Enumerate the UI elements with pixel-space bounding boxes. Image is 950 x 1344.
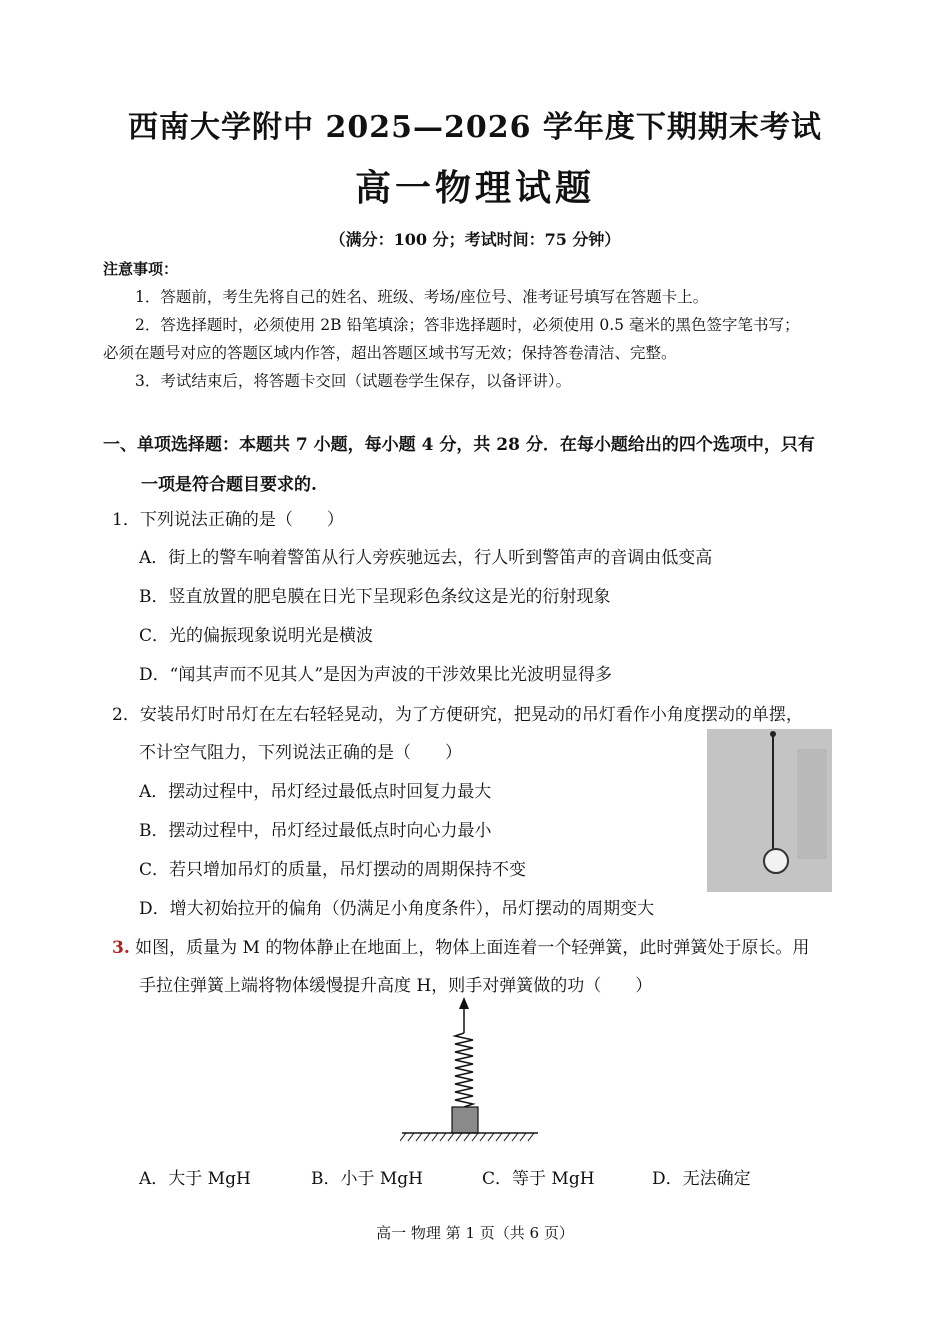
- question-1-option-b: B．竖直放置的肥皂膜在日光下呈现彩色条纹这是光的衍射现象: [139, 587, 611, 607]
- school-title: 西南大学附中 2025—2026 学年度下期期末考试: [128, 110, 822, 145]
- question-1-option-a: A．街上的警车响着警笛从行人旁疾驰远去，行人听到警笛声的音调由低变高: [139, 548, 713, 568]
- question-2-option-a: A．摆动过程中，吊灯经过最低点时回复力最大: [139, 782, 492, 802]
- question-3-stem-text: 如图，质量为 M 的物体静止在地面上，物体上面连着一个轻弹簧，此时弹簧处于原长。用: [135, 938, 810, 958]
- question-1-stem: 1．下列说法正确的是（ ）: [112, 510, 344, 530]
- question-2-option-b: B．摆动过程中，吊灯经过最低点时向心力最小: [139, 821, 492, 841]
- question-3-option-d: D．无法确定: [652, 1169, 751, 1189]
- question-3-option-b: B．小于 MgH: [311, 1169, 424, 1189]
- notice-heading: 注意事项：: [103, 260, 179, 278]
- section-heading-cont: 一项是符合题目要求的.: [141, 475, 317, 495]
- notice-line: 2．答选择题时，必须使用 2B 铅笔填涂；答非选择题时，必须使用 0.5 毫米的黑色签字笔书写；: [135, 316, 800, 334]
- pendulum-drawing: [707, 729, 832, 892]
- question-3-option-c: C．等于 MgH: [482, 1169, 595, 1189]
- notice-line: 必须在题号对应的答题区域内作答，超出答题区域书写无效；保持答卷清洁、完整。: [103, 344, 677, 362]
- pendulum-lamp-photo: [707, 729, 832, 892]
- question-1-option-c: C．光的偏振现象说明光是横波: [139, 626, 374, 646]
- section-heading: 一、单项选择题：本题共 7 小题，每小题 4 分，共 28 分．在每小题给出的四个选项中，只有: [103, 435, 815, 455]
- exam-meta: （满分：100 分；考试时间：75 分钟）: [329, 230, 621, 249]
- question-3-number: 3.: [112, 938, 130, 958]
- question-3-stem: [112, 933, 809, 958]
- question-2-option-c: C．若只增加吊灯的质量，吊灯摆动的周期保持不变: [139, 860, 527, 880]
- page-footer: 高一 物理 第 1 页（共 6 页）: [376, 1224, 574, 1242]
- question-1-option-d: D．“闻其声而不见其人”是因为声波的干涉效果比光波明显得多: [139, 665, 613, 685]
- question-3-stem-cont: 手拉住弹簧上端将物体缓慢提升高度 H，则手对弹簧做的功（ ）: [139, 976, 653, 996]
- notice-line: 3．考试结束后，将答题卡交回（试题卷学生保存，以备评讲）。: [135, 372, 572, 390]
- spring-block-diagram: [400, 995, 540, 1145]
- page-title: 高一物理试题: [354, 167, 595, 209]
- question-2-stem: 2．安装吊灯时吊灯在左右轻轻晃动，为了方便研究，把晃动的吊灯看作小角度摆动的单摆，: [112, 705, 803, 725]
- question-2-option-d: D．增大初始拉开的偏角（仍满足小角度条件），吊灯摆动的周期变大: [139, 899, 655, 919]
- question-3-option-a: A．大于 MgH: [139, 1169, 251, 1189]
- question-2-stem-cont: 不计空气阻力，下列说法正确的是（ ）: [139, 743, 462, 763]
- notice-line: 1．答题前，考生先将自己的姓名、班级、考场/座位号、准考证号填写在答题卡上。: [135, 288, 709, 306]
